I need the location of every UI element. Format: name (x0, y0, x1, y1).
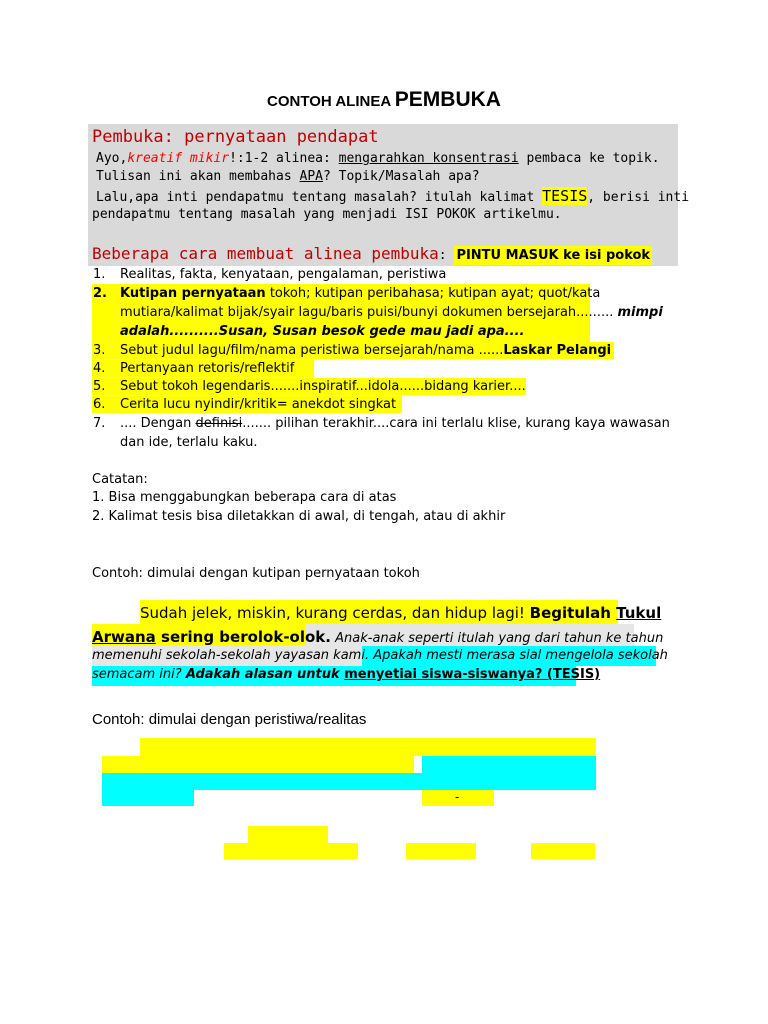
section1-line2: Tulisan ini akan membahas APA? Topik/Masalah apa? (96, 169, 480, 184)
pintu-masuk-highlight: PINTU MASUK ke isi pokok (456, 248, 651, 263)
redacted-bar (102, 790, 194, 806)
list-item: 2. Kutipan pernyataan tokoh; kutipan peribahasa; kutipan ayat; quot/kata (93, 286, 601, 301)
section1-line4: pendapatmu tentang masalah yang menjadi ISI POKOK artikelmu. (92, 207, 562, 222)
list-item: 6. Cerita lucu nyindir/kritik= anekdot singkat (93, 397, 397, 412)
catatan-line: 2. Kalimat tesis bisa diletakkan di awal, di tengah, atau di akhir (92, 509, 506, 524)
section1-heading: Pembuka: pernyataan pendapat (92, 127, 379, 147)
catatan-label: Catatan: (92, 472, 148, 487)
contoh1-para-line4: semacam ini? Adakah alasan untuk menyetiai siswa-siswanya? (TESIS) (92, 667, 601, 682)
redacted-bar (531, 843, 595, 859)
contoh1-label: Contoh: dimulai dengan kutipan pernyataan tokoh (92, 566, 420, 581)
redacted-bar (406, 843, 476, 859)
list-item: 5. Sebut tokoh legendaris.......inspiratif...idola......bidang karier.... (93, 379, 526, 394)
list-item: 1. Realitas, fakta, kenyataan, pengalaman, peristiwa (93, 267, 447, 282)
contoh1-para-line3: memenuhi sekolah-sekolah yayasan kami. Apakah mesti merasa sial mengelola sekolah (92, 648, 668, 663)
section2-heading: Beberapa cara membuat alinea pembuka: PINTU MASUK ke isi pokok (92, 244, 651, 263)
redacted-bar (102, 756, 414, 773)
redacted-bar (422, 756, 596, 773)
contoh1-para-line1: Sudah jelek, miskin, kurang cerdas, dan hidup lagi! Begitulah Tukul (140, 604, 662, 622)
list-item-continuation: adalah..........Susan, Susan besok gede mau jadi apa.... (120, 324, 525, 339)
list-item-continuation: mutiara/kalimat bijak/syair lagu/baris puisi/bunyi dokumen bersejarah......... mimpi (120, 305, 663, 320)
page-title: CONTOH ALINEA PEMBUKA (267, 88, 501, 111)
redacted-bar (140, 738, 596, 756)
section1-line1: Ayo,kreatif mikir!:1-2 alinea: mengarahkan konsentrasi pembaca ke topik. (96, 151, 660, 166)
list-item: 3. Sebut judul lagu/film/nama peristiwa bersejarah/nama ......Laskar Pelangi (93, 343, 612, 358)
redacted-bar (248, 826, 328, 843)
catatan-line: 1. Bisa menggabungkan beberapa cara di atas (92, 490, 397, 505)
list-item: 4. Pertanyaan retoris/reflektif (93, 361, 295, 376)
dash-mark: - (455, 790, 460, 804)
list-item-continuation: dan ide, terlalu kaku. (120, 435, 258, 450)
section1-line3: Lalu,apa inti pendapatmu tentang masalah? itulah kalimat TESIS, berisi inti (96, 187, 690, 205)
redacted-bar (224, 843, 358, 859)
redacted-bar (102, 773, 596, 790)
list-item: 7. .... Dengan definisi....... pilihan terakhir....cara ini terlalu klise, kurang kaya wawasan (93, 416, 670, 431)
contoh1-para-line2: Arwana sering berolok-olok. Anak-anak seperti itulah yang dari tahun ke tahun (92, 628, 664, 646)
contoh2-label: Contoh: dimulai dengan peristiwa/realitas (92, 711, 367, 728)
